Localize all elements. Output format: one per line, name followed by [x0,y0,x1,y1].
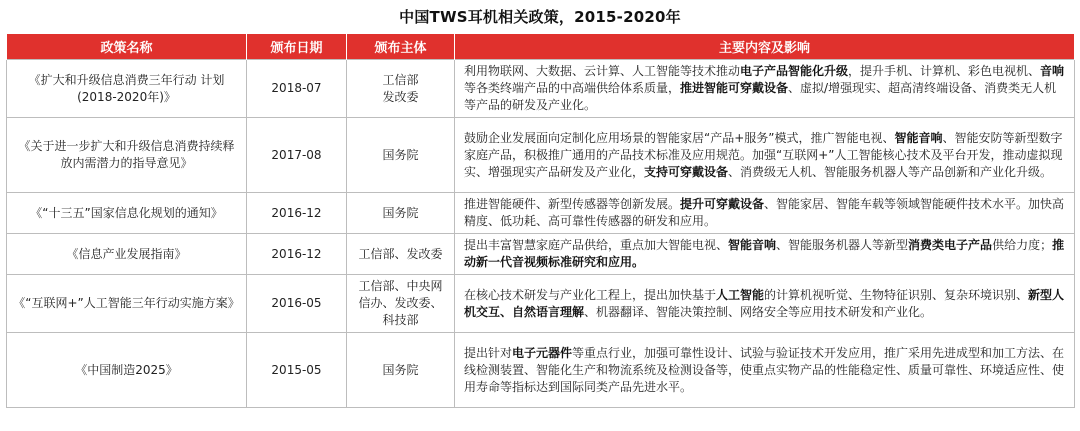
column-header-date: 颁布日期 [247,34,347,60]
table-row [7,234,1075,275]
date-cell: 2018-07 [247,60,347,118]
date-cell: 2015-05 [247,333,347,408]
policy-name-cell: 《信息产业发展指南》 [7,234,247,275]
page-title: 中国TWS耳机相关政策，2015-2020年 [399,8,681,26]
table-row [7,275,1075,333]
content-cell: 利用物联网、大数据、云计算、人工智能等技术推动电子产品智能化升级，提升手机、计算机、彩色电视机、音响等各类终端产品的中高端供给体系质量，推进智能可穿戴设备、虚拟/增强现实、超高清终端设备、消费类无人机等产品的研发及产业化。 [455,60,1075,118]
highlighted-text: 推进智能可穿戴设备 [680,81,789,95]
date-cell: 2016-12 [247,234,347,275]
highlighted-text: 人工智能 [716,287,765,302]
table-row [7,60,1075,118]
column-header-policy-name: 政策名称 [7,34,247,60]
issuer-cell: 国务院 [347,193,455,234]
table-header-row [7,34,1075,60]
content-cell: 提出针对电子元器件等重点行业，加强可靠性设计、试验与验证技术开发应用，推广采用先进成型和加工方法、在线检测装置、智能化生产和物流系统及检测设备等，使重点实物产品的性能稳定性、质量可靠性、环境适应性、使用寿命等指标达到国际同类产品先进水平。 [455,333,1075,408]
table-row [7,193,1075,234]
content-cell: 提出丰富智慧家庭产品供给，重点加大智能电视、智能音响、智能服务机器人等新型消费类电子产品供给力度；推动新一代音视频标准研究和应用。 [455,234,1075,275]
highlighted-text: 电子产品智能化升级 [740,64,849,78]
content-cell: 鼓励企业发展面向定制化应用场景的智能家居“产品+服务”模式，推广智能电视、智能音响、智能安防等新型数字家庭产品，积极推广通用的产品技术标准及应用规范。加强“互联网+”人工智能核心技术及平台开发，推动虚拟现实、增强现实产品研发及产业化，支持可穿戴设备、消费级无人机、智能服务机器人等产品创新和产业化升级。 [455,118,1075,193]
issuer-cell: 工信部、中央网 信办、发改委、 科技部 [347,275,455,333]
content-cell: 推进智能硬件、新型传感器等创新发展。提升可穿戴设备、智能家居、智能车载等领域智能硬件技术水平。加快高精度、低功耗、高可靠性传感器的研发和应用。 [455,193,1075,234]
content-cell: 在核心技术研发与产业化工程上，提出加快基于人工智能的计算机视听觉、生物特征识别、复杂环境识别、新型人机交互、自然语言理解、机器翻译、智能决策控制、网络安全等应用技术研发和产业化。 [455,275,1075,333]
highlighted-text: 智能音响 [894,130,943,145]
column-header-issuer: 颁布主体 [347,34,455,60]
policy-name-cell: 《“十三五”国家信息化规划的通知》 [7,193,247,234]
policy-name-cell: 《“互联网+”人工智能三年行动实施方案》 [7,275,247,333]
highlighted-text: 提升可穿戴设备 [680,197,765,211]
highlighted-text: 推动新一代音视频标准研究和应用。 [464,238,1065,269]
table-row [7,118,1075,193]
highlighted-text: 智能音响 [728,238,777,252]
highlighted-text: 电子元器件 [512,345,573,360]
issuer-cell: 工信部、发改委 [347,234,455,275]
column-header-content: 主要内容及影响 [455,34,1075,60]
highlighted-text: 音响 [1040,64,1065,78]
issuer-cell: 工信部 发改委 [347,60,455,118]
issuer-cell: 国务院 [347,118,455,193]
policy-table [6,34,1075,408]
policy-name-cell: 《中国制造2025》 [7,333,247,408]
highlighted-text: 消费类电子产品 [908,238,993,252]
date-cell: 2016-12 [247,193,347,234]
issuer-cell: 国务院 [347,333,455,408]
policy-name-cell: 《关于进一步扩大和升级信息消费持续释放内需潜力的指导意见》 [7,118,247,193]
date-cell: 2016-05 [247,275,347,333]
date-cell: 2017-08 [247,118,347,193]
table-row [7,333,1075,408]
policy-name-cell: 《扩大和升级信息消费三年行动 计划(2018-2020年)》 [7,60,247,118]
highlighted-text: 支持可穿戴设备 [644,164,729,179]
highlighted-text: 新型人机交互、自然语言理解 [464,287,1065,319]
